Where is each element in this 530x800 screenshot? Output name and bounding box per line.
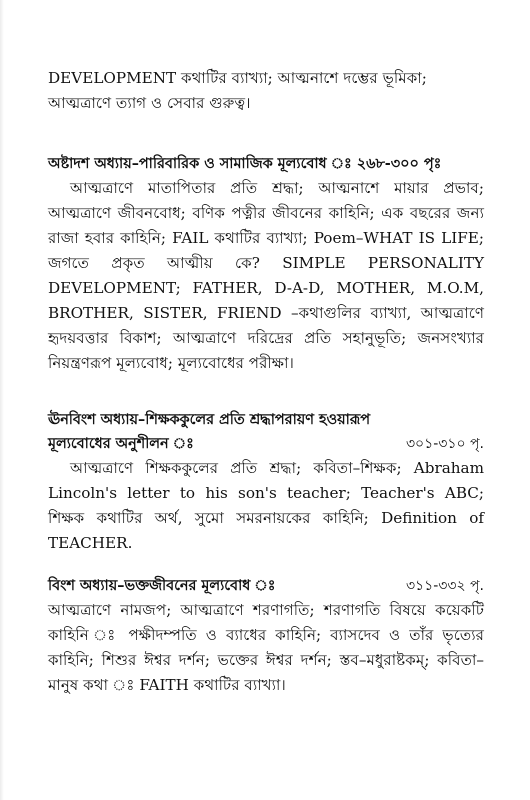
intro-line-2: আত্মত্রাণে ত্যাগ ও সেবার গুরুত্ব। [48, 94, 251, 112]
chapter-19-heading-line-1: ঊনবিংশ অধ্যায়–শিক্ষককুলের প্রতি শ্রদ্ধাপরায়ণ হওয়ারূপ [48, 412, 371, 428]
chapter-19-heading-row [48, 432, 484, 456]
chapter-20-body: আত্মত্রাণে নামজপ; আত্মত্রাণে শরণাগতি; শরণাগতি বিষয়ে কয়েকটি কাহিনি ঃ পক্ষীদম্পতি ও ব্যাধের কাহিনি; ব্যাসদেব ও তাঁর ভৃত্যের কাহিনি; শিশুর ঈশ্বর দর্শন; ভক্তের ঈশ্বর দর্শন; স্তব–মধুরাষ্টকম্; কবিতা–মানুষ কথা ঃ FAITH কথাটির ব্যাখ্যা। [48, 601, 484, 694]
chapter-20-heading: বিংশ অধ্যায়–ভক্তজীবনের মূল্যবোধ ঃ [48, 578, 276, 594]
chapter-20-heading-row [48, 574, 484, 598]
page-text-column [48, 66, 484, 698]
chapter-19-page-range: ৩০১-৩১০ পৃ. [405, 436, 484, 452]
chapter-20 [48, 574, 484, 698]
chapter-18-body: আত্মত্রাণে মাতাপিতার প্রতি শ্রদ্ধা; আত্মনাশে মায়ার প্রভাব; আত্মত্রাণে জীবনবোধ; বণিক পত্নীর জীবনের কাহিনি; এক বছরের জন্য রাজা হবার কাহিনি; FAIL কথাটির ব্যাখ্যা; Poem–WHAT IS LIFE; জগতে প্রকৃত আত্মীয় কে? SIMPLE PERSONALITY DEVELOPMENT; FATHER, D-A-D, MOTHER, M.O.M, BROTHER, SISTER, FRIEND –কথাগুলির ব্যাখ্যা, আত্মত্রাণে হৃদয়বত্তার বিকাশ; আত্মত্রাণে দরিদ্রের প্রতি সহানুভূতি; জনসংখ্যার নিয়ন্ত্রণরূপ মূল্যবোধ; মূল্যবোধের পরীক্ষা। [48, 179, 484, 372]
chapter-20-page-range: ৩১১-৩৩২ পৃ. [405, 578, 484, 594]
chapter-19-heading-line-2: মূল্যবোধের অনুশীলন ঃ [48, 436, 194, 452]
intro-line-1: DEVELOPMENT কথাটির ব্যাখ্যা; আত্মনাশে দম্ভের ভূমিকা; [48, 69, 427, 87]
chapter-18 [48, 152, 484, 376]
chapter-19-body: আত্মত্রাণে শিক্ষককুলের প্রতি শ্রদ্ধা; কবিতা–শিক্ষক; Abraham Lincoln's letter to his son's teacher; Teacher's ABC; শিক্ষক কথাটির অর্থ, সুমো সমরনায়কের কাহিনি; Definition of TEACHER. [48, 459, 484, 552]
chapter-19 [48, 408, 484, 556]
chapter-18-heading: অষ্টাদশ অধ্যায়–পারিবারিক ও সামাজিক মূল্যবোধ ঃ ২৬৮-৩০০ পৃঃ [48, 156, 442, 172]
intro-paragraph [48, 66, 484, 116]
